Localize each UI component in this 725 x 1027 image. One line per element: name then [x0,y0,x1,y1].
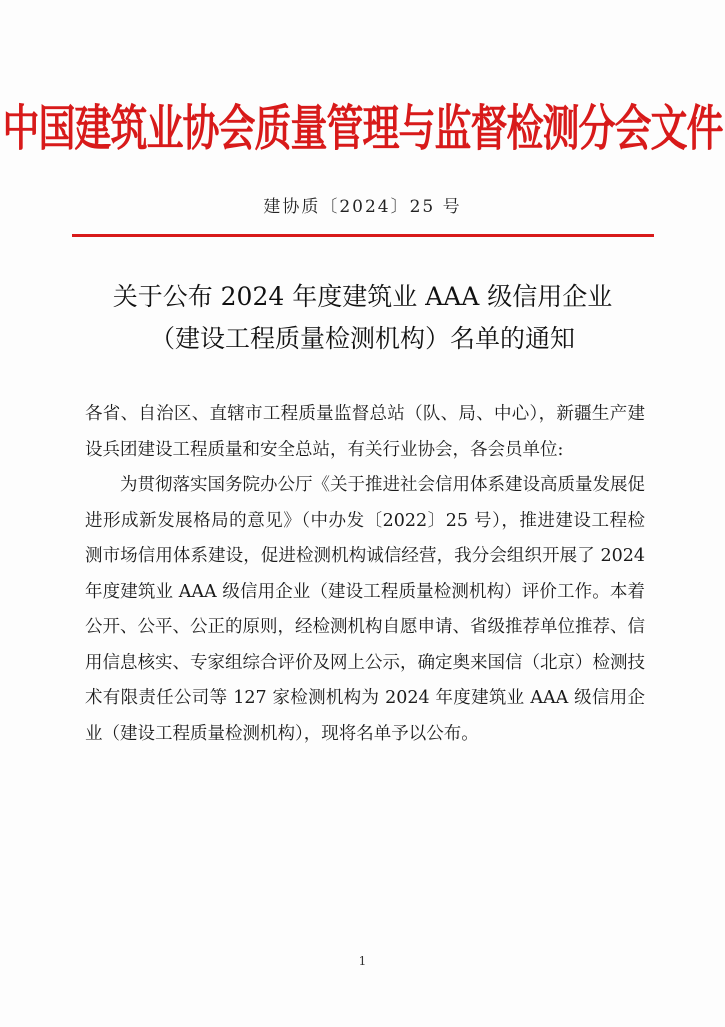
main-paragraph: 为贯彻落实国务院办公厅《关于推进社会信用体系建设高质量发展促进形成新发展格局的意见》（中办发〔2022〕25 号），推进建设工程检测市场信用体系建设，促进检测机构诚信经营，我分会组织开展了 2024 年度建筑业 AAA 级信用企业（建设工程质量检测机构）评价工作。本着公开、公平、公正的原则，经检测机构自愿申请、省级推荐单位推荐、信用信息核实、专家组综合评价及网上公示，确定奥来国信（北京）检测技术有限责任公司等 127 家检测机构为 2024 年度建筑业 AAA 级信用企业（建设工程质量检测机构），现将名单予以公布。 [85,475,645,744]
page-number: 1 [358,954,367,968]
document-number: 建协质〔2024〕25 号 [263,197,462,217]
notice-body [85,397,645,752]
addressee-paragraph: 各省、自治区、直辖市工程质量监督总站（队、局、中心），新疆生产建设兵团建设工程质量和安全总站，有关行业协会，各会员单位: [85,404,645,460]
notice-title-line-2: （建设工程质量检测机构）名单的通知 [149,324,575,353]
issuing-organization-header: 中国建筑业协会质量管理与监督检测分会文件 [2,99,723,157]
notice-title-line-1: 关于公布 2024 年度建筑业 AAA 级信用企业 [112,282,613,311]
red-divider-line [72,234,654,237]
